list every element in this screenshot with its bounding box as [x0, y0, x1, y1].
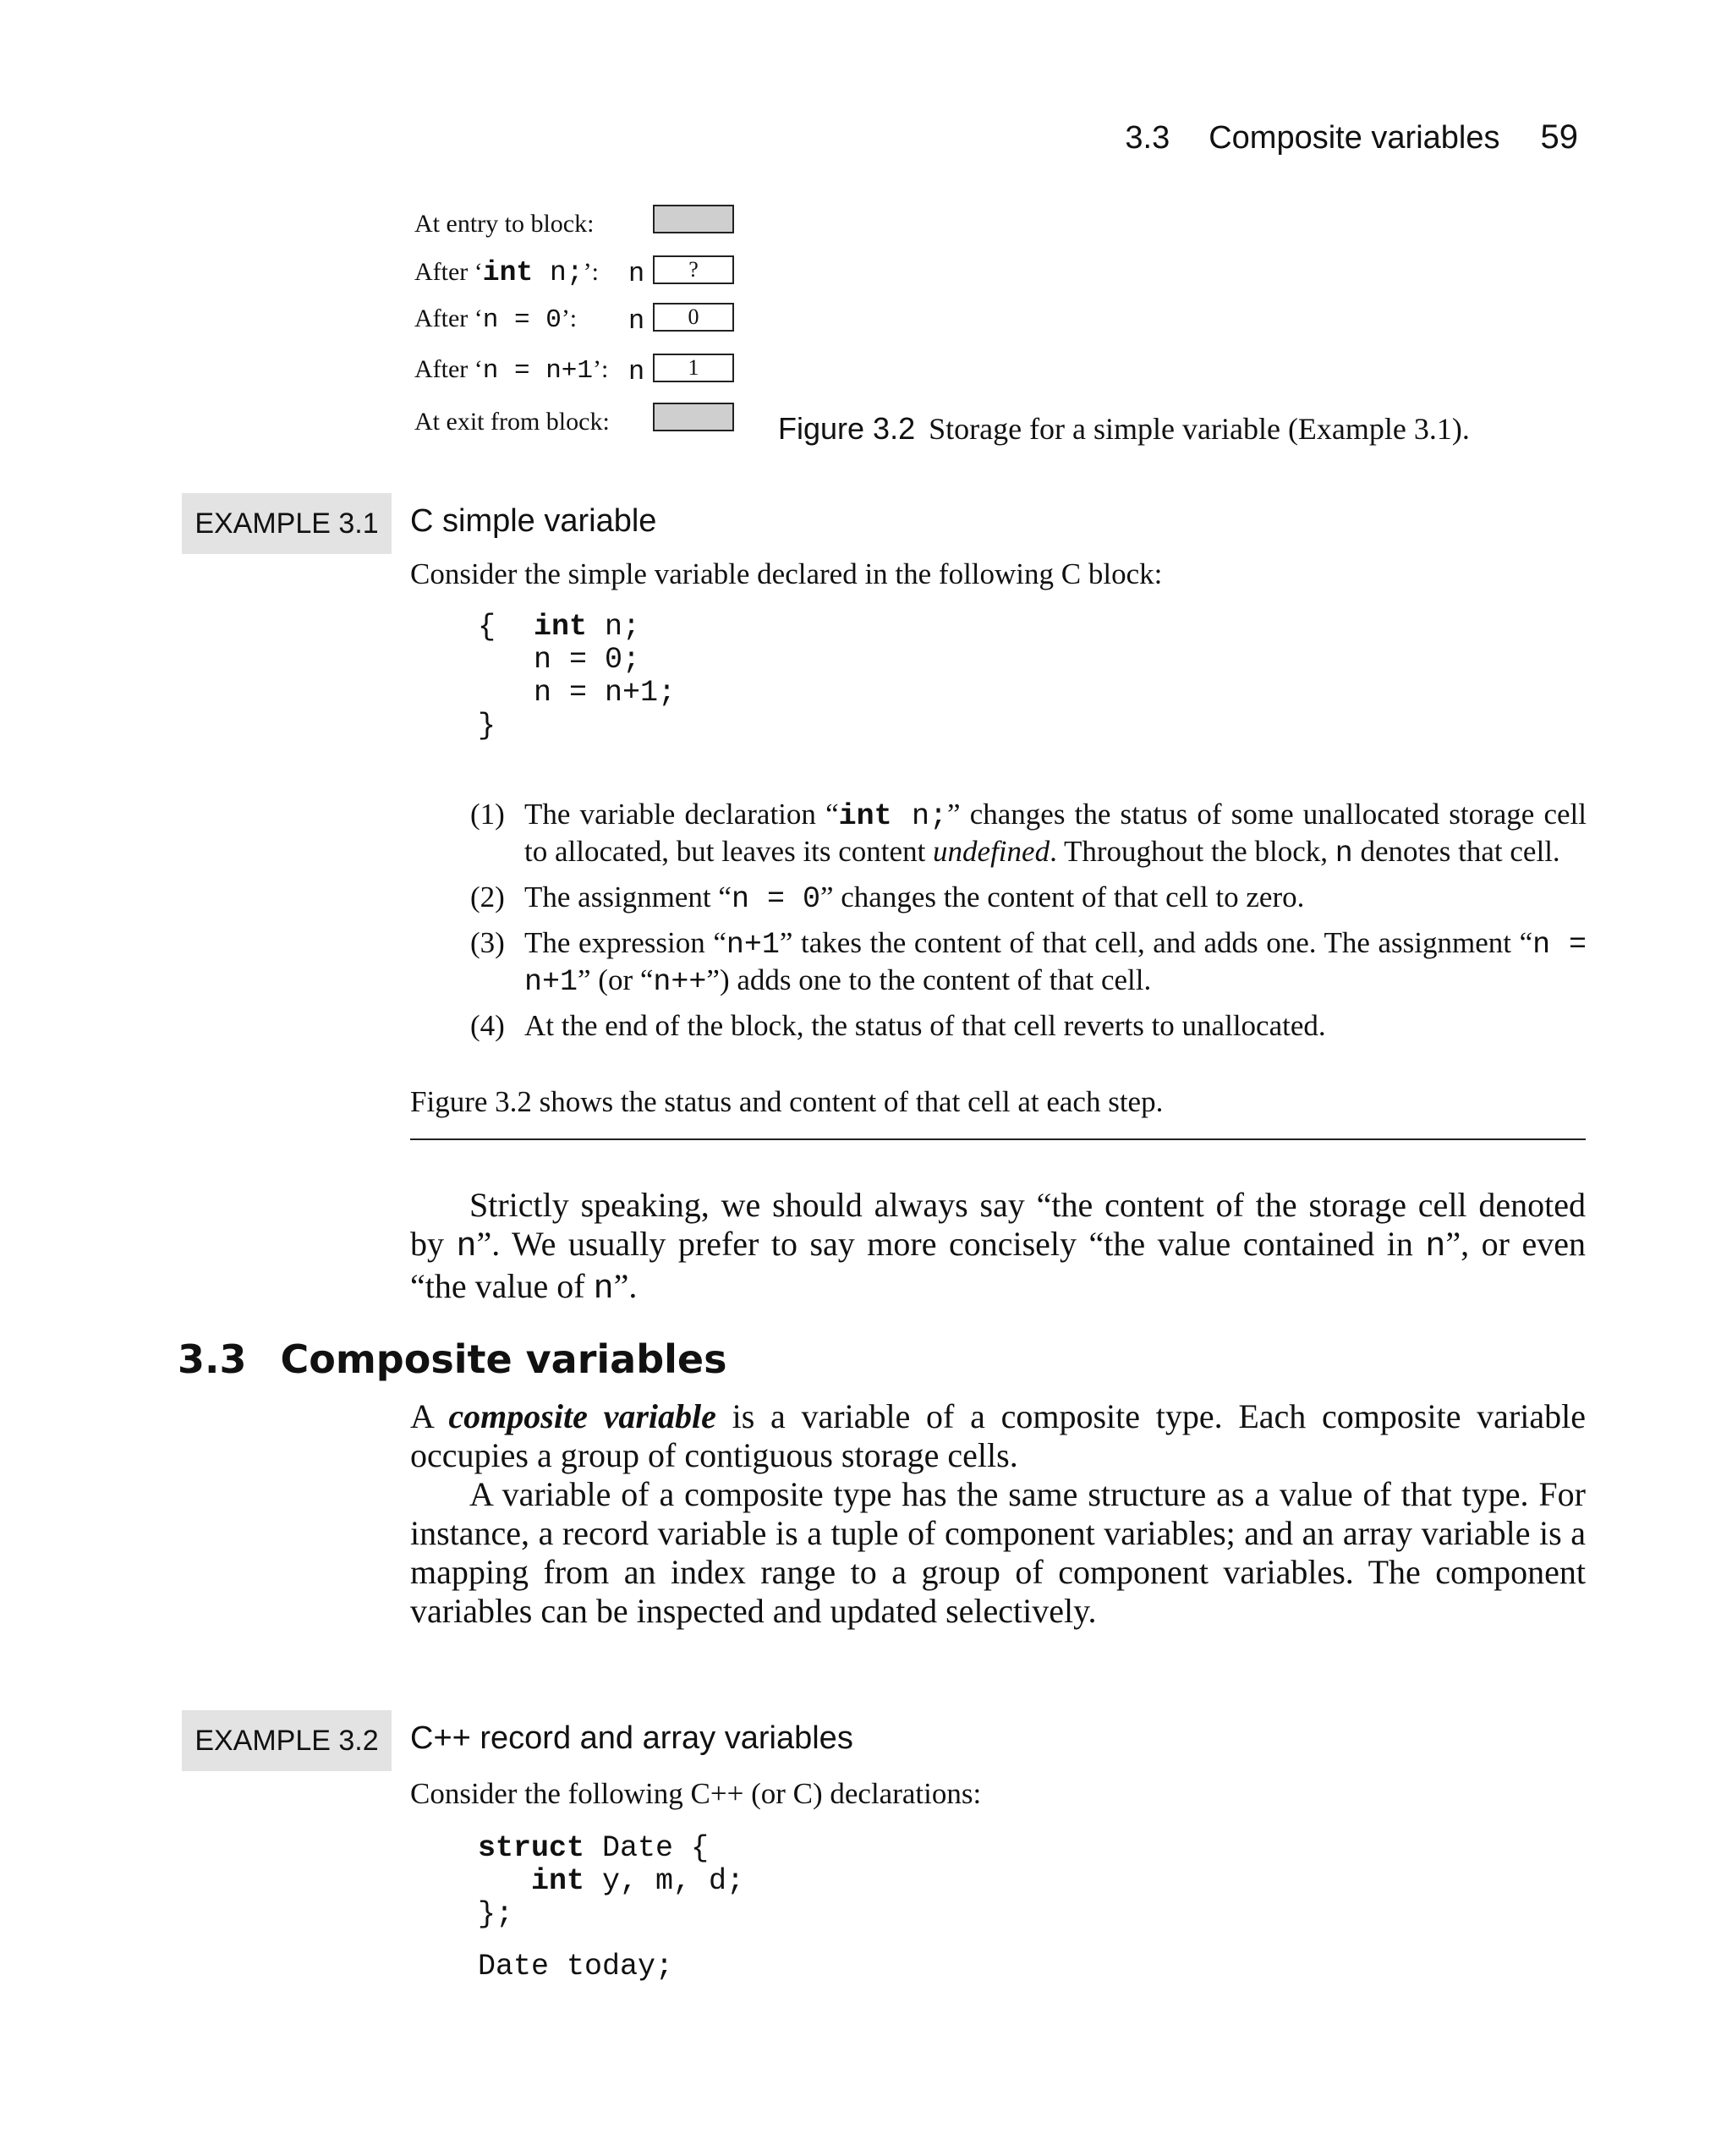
section-heading: 3.3 Composite variables [178, 1336, 727, 1382]
example-badge: EXAMPLE 3.2 [182, 1710, 392, 1771]
example-intro: Consider the following C++ (or C) declarations: [410, 1777, 982, 1810]
storage-cell-unallocated [653, 205, 734, 233]
list-item: (4) At the end of the block, the status of that cell reverts to unallocated. [470, 1009, 1326, 1042]
variable-name: n [628, 356, 645, 387]
page-number: 59 [1540, 118, 1578, 156]
example-end-rule [410, 1138, 1586, 1140]
list-item: (2) The assignment “n = 0” changes the content of that cell to zero. [470, 881, 1305, 916]
numbered-list [470, 797, 1587, 1051]
example-intro: Consider the simple variable declared in the following C block: [410, 557, 1163, 590]
storage-cell: ? [653, 255, 734, 284]
code-block: struct Date { int y, m, d; }; [478, 1831, 745, 1931]
body-paragraph: Strictly speaking, we should always say “the content of the storage cell denoted by n”. We usually prefer to say more concisely “the value contained in n”, or even “the value of n”. [410, 1186, 1586, 1308]
example-badge: EXAMPLE 3.1 [182, 493, 392, 554]
header-section-number: 3.3 [1125, 120, 1170, 156]
figure-row-label: After ‘n = 0’: [414, 304, 578, 335]
variable-name: n [628, 258, 645, 289]
code-lines: int n; n = 0; n = n+1; [534, 610, 677, 710]
figure-row-label: After ‘n = n+1’: [414, 355, 609, 386]
code-block: { [478, 610, 496, 644]
running-header [1125, 118, 1578, 156]
example-title: C simple variable [410, 503, 657, 539]
list-item: (1) The variable declaration “int n;” changes the status of some unallocated storage cell to allocated, but leaves its content undefined. Throughout the block, n denotes that cell. [470, 798, 1587, 870]
storage-cell-unallocated [653, 403, 734, 431]
storage-cell: 1 [653, 354, 734, 382]
example-closing: Figure 3.2 shows the status and content of that cell at each step. [410, 1085, 1164, 1118]
code-line: Date today; [478, 1950, 674, 1983]
list-item: (3) The expression “n+1” takes the content of that cell, and adds one. The assignment “n = n+1” (or “n++”) adds one to the content of that cell. [470, 926, 1587, 999]
figure-caption: Figure 3.2 Storage for a simple variable (Example 3.1). [778, 411, 1470, 446]
section-paragraph-1: A composite variable is a variable of a composite type. Each composite variable occupies a group of contiguous storage cells. [410, 1397, 1586, 1474]
section-paragraph-2: A variable of a composite type has the same structure as a value of that type. For instance, a record variable is a tuple of component variables; and an array variable is a mapping from an index range to a group of component variables. The component variables can be inspected and updated selectively. [410, 1475, 1586, 1630]
figure-row-label: After ‘int n;’: [414, 257, 599, 288]
storage-cell: 0 [653, 303, 734, 332]
code-close: } [478, 709, 496, 743]
figure-row-label: At exit from block: [414, 408, 610, 436]
figure-row-label: At entry to block: [414, 210, 595, 238]
variable-name: n [628, 305, 645, 337]
example-title: C++ record and array variables [410, 1720, 853, 1756]
header-section-title: Composite variables [1209, 120, 1500, 156]
